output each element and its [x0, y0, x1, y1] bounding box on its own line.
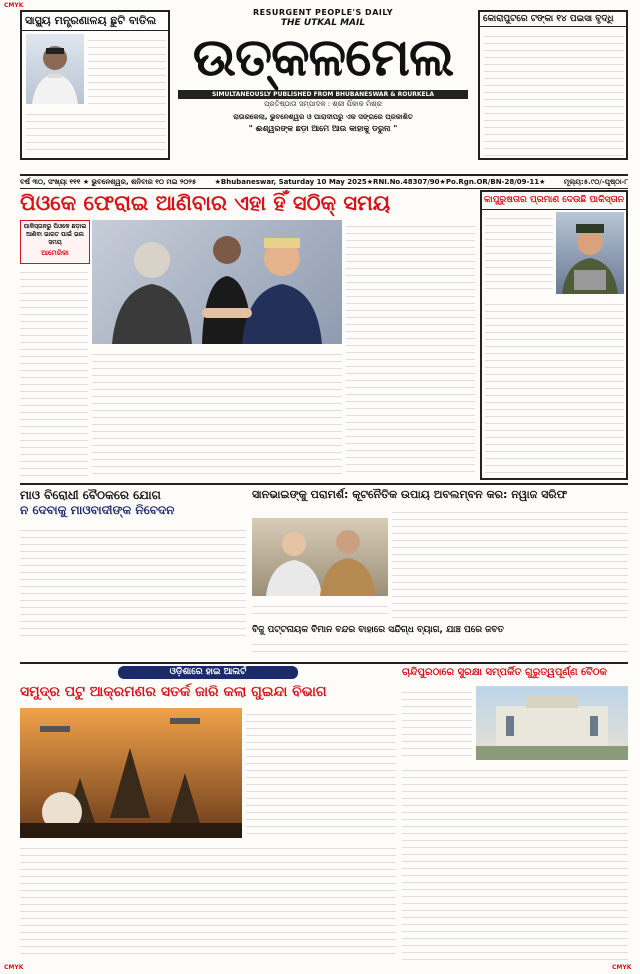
cmyk-mark-bottom-left: CMYK	[4, 964, 24, 971]
dateline	[20, 174, 628, 189]
top-right-text	[484, 30, 624, 156]
dateline-left: ବର୍ଷ ୩୦, ସଂଖ୍ୟା ୧୧୧ ★ ଭୁବନେଶ୍ୱର, ଶନିବାର ୧୦ ମଇ ୨୦୨୫	[20, 177, 197, 186]
biju-headline: ବିଜୁ ପଟ୍ଟନାୟକ ବିମାନ ବନ୍ଦର ବାହାରେ ସନ୍ଦିଗ୍ଧ ବ୍ୟାଗ, ଯାଞ୍ଚ ପରେ ଜବତ	[252, 625, 504, 635]
sharif-caption	[252, 600, 388, 618]
tagline: RESURGENT PEOPLE'S DAILY	[252, 8, 393, 17]
lead-kicker-sub: ଆମେରିକା	[41, 249, 69, 257]
biju-story	[252, 624, 628, 658]
alert-text-a	[246, 708, 396, 838]
top-left-story	[20, 10, 170, 160]
lead-text-col1	[20, 266, 88, 476]
biju-text	[252, 638, 628, 658]
alert-headline: ସମୁଦ୍ର ପଟୁ ଆକ୍ରମଣର ସତର୍କ ଜାରି କଲା ଗୁଇନ୍ଦା ବିଭାଗ	[20, 684, 327, 700]
building-icon	[476, 686, 628, 760]
lead-headline: ପିଓକେ ଫେରାଇ ଆଣିବାର ଏହା ହିଁ ସଠିକ୍ ସମୟ	[20, 191, 391, 215]
maoist-text	[20, 524, 246, 636]
alert-story	[20, 666, 396, 962]
lead-kicker-box	[20, 220, 90, 264]
lead-story	[20, 190, 475, 480]
chandipur-story	[402, 666, 628, 962]
founder-line: ପ୍ରତିଷ୍ଠାତା ସମ୍ପାଦକ : ଶ୍ରୀ ପିଁକାକ ମିଶ୍ର	[264, 100, 382, 108]
cmyk-mark-top-left: CMYK	[4, 2, 24, 9]
two-men-icon	[252, 518, 388, 596]
masthead	[178, 8, 468, 172]
lead-photo	[92, 220, 342, 344]
top-left-headline: ସାସ୍ଥ୍ୟ ମନ୍ତ୍ରଣାଳୟ ଛୁଟି ବାତିଲ	[22, 12, 168, 31]
top-right-headline: କୋରାପୁଟରେ ଟଙ୍କା ୧୪ ପଇସା ବୃଦ୍ଧି	[480, 12, 626, 27]
top-left-text-a	[88, 34, 166, 104]
officer-photo	[556, 212, 624, 294]
alert-text-b	[20, 842, 396, 960]
chandipur-photo	[476, 686, 628, 760]
maoist-story	[20, 488, 246, 638]
leaders-handshake-icon	[92, 220, 342, 344]
alert-banner: ଓଡ଼ିଶାରେ ହାଇ ଆଲର୍ଟ	[118, 666, 298, 679]
editions-line: ରାଉରକେଲା, ଭୁବନେଶ୍ୱର ଓ ପାରାଦୀପରୁ ଏକ ସଙ୍ଗରେ ପ୍ରକାଶିତ	[233, 113, 413, 121]
sharif-story	[252, 488, 628, 620]
section-rule-2	[20, 662, 628, 664]
dateline-english: ★Bhubaneswar, Saturday 10 May 2025★RNI.No.48307/90★Po.Rgn.OR/BN-28/09-11★	[214, 178, 546, 186]
odia-title: ଉତ୍କଳମେଲ	[192, 27, 454, 88]
lead-text-col3	[346, 220, 475, 476]
minister-photo	[26, 34, 84, 104]
temple-drone-icon	[20, 708, 242, 838]
officer-portrait-icon	[556, 212, 624, 294]
sharif-text	[392, 506, 628, 618]
dateline-right: ମୂଲ୍ୟ:୫.୯୦/-ପୃଷ୍ଠା-୮	[563, 177, 628, 186]
maoist-headline-1: ମାଓ ବିରୋଧୀ ବୈଠକରେ ଯୋଗ	[20, 488, 161, 502]
right-feature-text-b	[485, 298, 624, 476]
lead-kicker: ପାକିସ୍ତାନରୁ ପିଓକେ ଛଡ଼ାଇ ଆଣିବା ଭାରତ ପାଇଁ ଭଲ ସମୟ	[23, 223, 87, 246]
cmyk-mark-bottom-right: CMYK	[612, 964, 632, 971]
sharif-photo	[252, 518, 388, 596]
simultaneous-line: SIMULTANEOUSLY PUBLISHED FROM BHUBANESWAR & ROURKELA	[178, 90, 468, 99]
chandipur-text-b	[402, 764, 628, 960]
top-right-story	[478, 10, 628, 160]
alert-photo	[20, 708, 242, 838]
right-feature-headline: କାପୁରୁଷତାର ପ୍ରମାଣ ଦେଉଛି ପାକିସ୍ତାନ	[482, 192, 626, 210]
maoist-headline-2: ନ ଦେବାକୁ ମାଓବାଦୀଙ୍କ ନିବେଦନ	[20, 503, 175, 517]
chandipur-text-a	[402, 686, 472, 760]
section-rule	[20, 483, 628, 485]
sharif-headline: ସାନଭାଇଙ୍କୁ ପରାମର୍ଶ: କୂଟନୈତିକ ଉପାୟ ଅବଲମ୍ବନ କର: ନୱାଜ ସରିଫ	[252, 488, 568, 501]
motto-line: " ଈଶ୍ୱରଙ୍କ ଛଡ଼ା ଆମେ ଆଉ କାହାକୁ ଡରୁନା "	[248, 124, 398, 133]
person-portrait-icon	[26, 34, 84, 104]
lead-text-col2	[92, 348, 342, 476]
right-feature-text-a	[485, 212, 553, 294]
english-title: THE UTKAL MAIL	[280, 18, 366, 28]
chandipur-headline: ଚାନ୍ଦିପୁରଠାରେ ସୁରକ୍ଷା ସମ୍ପର୍କିତ ଗୁରୁତ୍ୱପୂର୍ଣ୍ଣ ବୈଠକ	[402, 667, 607, 678]
top-left-text-b	[26, 108, 166, 156]
right-feature	[480, 190, 628, 480]
